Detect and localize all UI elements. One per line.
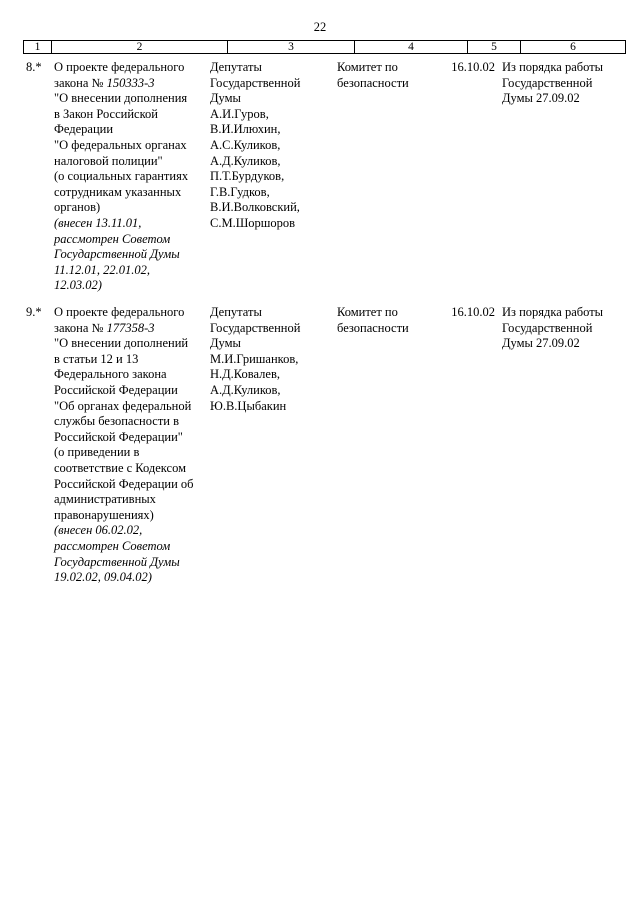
- bill-initiator: Депутаты Государственной Думы А.И.Гуров, В.И.Илюхин, А.С.Куликов, А.Д.Куликов, П.Т.Бурдуков, Г.В.Гудков, В.И.Волковский, С.М.Шоршоров: [210, 60, 301, 230]
- bill-number: 150333-3: [106, 75, 155, 90]
- consideration-date: 16.10.02: [451, 60, 495, 74]
- column-header-1: 1: [24, 41, 52, 53]
- responsible-committee: Комитет по безопасности: [337, 60, 409, 90]
- bill-note: Из порядка работы Государственной Думы 27.09.02: [502, 60, 604, 106]
- responsible-committee: Комитет по безопасности: [337, 305, 409, 335]
- bill-description: [54, 305, 206, 586]
- row-number: 8.*: [26, 60, 42, 74]
- column-header-3: 3: [228, 41, 355, 53]
- bill-history: (внесен 13.11.01, рассмотрен Советом Государственной Думы 11.12.01, 22.01.02, 12.03.02): [54, 215, 180, 293]
- bill-title: "О внесении дополнений в статьи 12 и 13 Федерального закона Российской Федерации "Об органах федеральной службы безопасности в Российской Федерации" (о приведении в соответствие с Кодексом Российской Федерации об административных правонарушениях): [54, 336, 194, 522]
- bill-history: (внесен 06.02.02, рассмотрен Советом Государственной Думы 19.02.02, 09.04.02): [54, 523, 180, 585]
- row-number: 9.*: [26, 305, 42, 319]
- bill-project-label: О проекте федерального закона №: [54, 305, 185, 335]
- column-header-4: 4: [355, 41, 468, 53]
- bill-project-label: О проекте федерального закона №: [54, 60, 185, 90]
- bill-initiator: Депутаты Государственной Думы М.И.Гришанков, Н.Д.Ковалев, А.Д.Куликов, Ю.В.Цыбакин: [210, 305, 301, 413]
- column-header-5: 5: [468, 41, 521, 53]
- consideration-date: 16.10.02: [451, 305, 495, 319]
- bill-description: [54, 60, 206, 294]
- column-header-6: 6: [570, 41, 576, 53]
- bill-number: 177358-3: [106, 320, 155, 335]
- page-number: 22: [313, 20, 327, 34]
- bill-note: Из порядка работы Государственной Думы 27.09.02: [502, 305, 604, 351]
- column-header-2: 2: [52, 41, 228, 53]
- bill-title: "О внесении дополнения в Закон Российской Федерации "О федеральных органах налоговой полиции" (о социальных гарантиях сотрудникам указанных органов): [54, 91, 189, 215]
- table-header-row: [23, 40, 626, 54]
